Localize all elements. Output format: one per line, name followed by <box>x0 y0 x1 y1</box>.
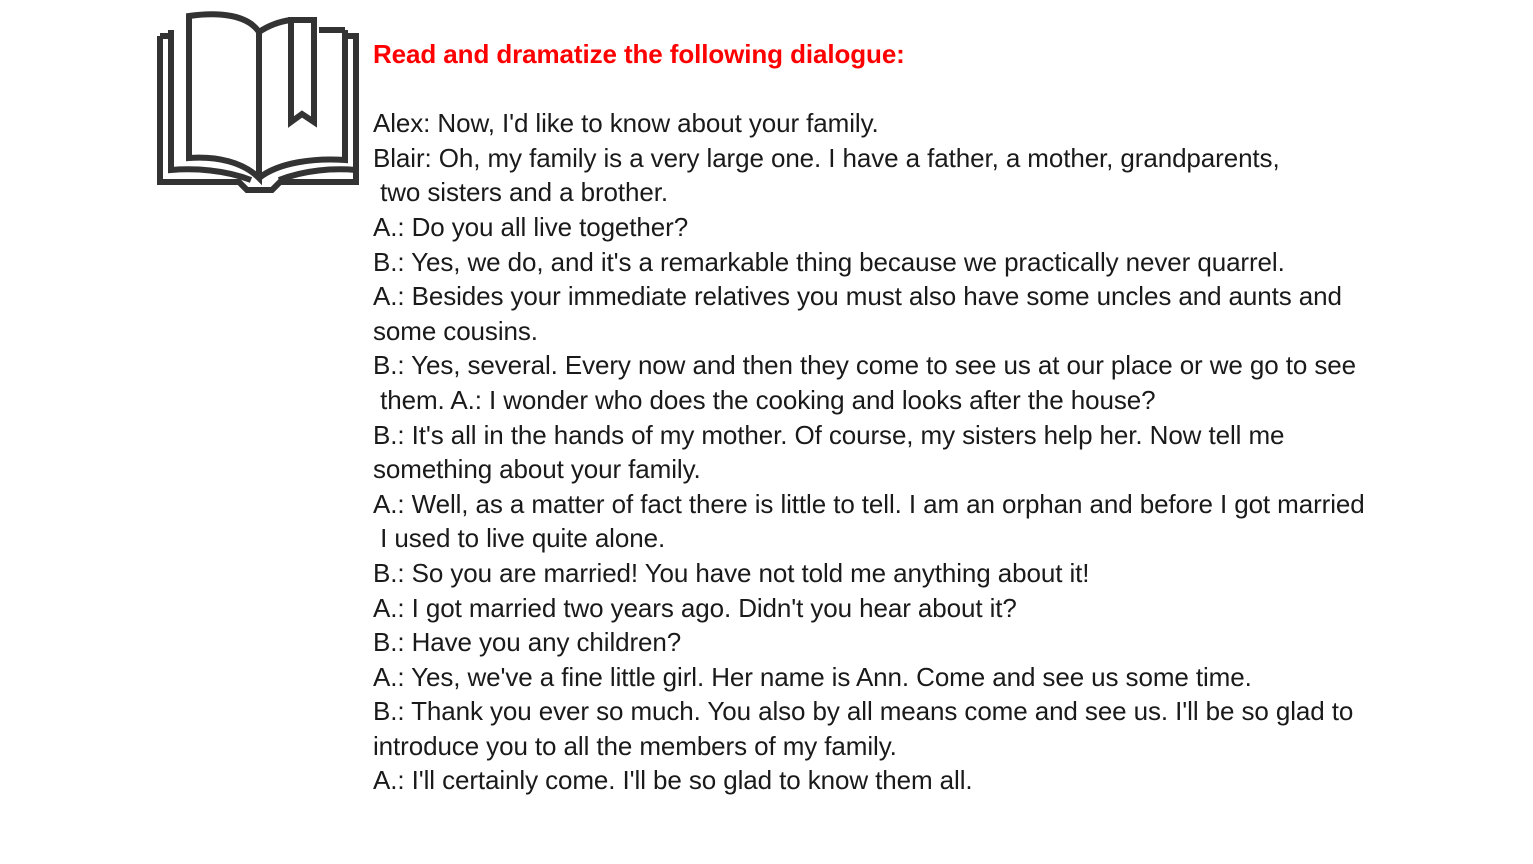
dialogue-text <box>373 37 1513 798</box>
dialogue-line: A.: I'll certainly come. I'll be so glad to know them all. <box>373 765 973 796</box>
dialogue-line: Blair: Oh, my family is a very large one. I have a father, a mother, grandparents, <box>373 142 1280 173</box>
dialogue-line: B.: So you are married! You have not told me anything about it! <box>373 557 1090 588</box>
dialogue-line: A.: Well, as a matter of fact there is little to tell. I am an orphan and before I got married <box>373 488 1365 519</box>
dialogue-line: A.: I got married two years ago. Didn't you hear about it? <box>373 592 1017 623</box>
dialogue-line: B.: Thank you ever so much. You also by all means come and see us. I'll be so glad to <box>373 696 1354 727</box>
heading: Read and dramatize the following dialogue: <box>373 39 905 69</box>
dialogue-line: some cousins. <box>373 315 538 346</box>
dialogue-line: introduce you to all the members of my family. <box>373 730 897 761</box>
dialogue-line: A.: Besides your immediate relatives you must also have some uncles and aunts and <box>373 281 1342 312</box>
dialogue-line: B.: Yes, we do, and it's a remarkable thing because we practically never quarrel. <box>373 246 1285 277</box>
dialogue-line: B.: Yes, several. Every now and then they come to see us at our place or we go to see <box>373 350 1356 381</box>
dialogue-line: B.: It's all in the hands of my mother. Of course, my sisters help her. Now tell me <box>373 419 1285 450</box>
dialogue-line: something about your family. <box>373 454 701 485</box>
dialogue-line: I used to live quite alone. <box>373 523 666 554</box>
open-book-bookmark-icon <box>155 10 363 200</box>
spacer <box>373 72 1513 107</box>
dialogue-line: two sisters and a brother. <box>373 177 669 208</box>
dialogue-line: A.: Do you all live together? <box>373 211 689 242</box>
dialogue-line: them. A.: I wonder who does the cooking and looks after the house? <box>373 384 1156 415</box>
dialogue-line: A.: Yes, we've a fine little girl. Her name is Ann. Come and see us some time. <box>373 661 1252 692</box>
dialogue-line: B.: Have you any children? <box>373 627 682 658</box>
dialogue-line: Alex: Now, I'd like to know about your family. <box>373 108 879 139</box>
